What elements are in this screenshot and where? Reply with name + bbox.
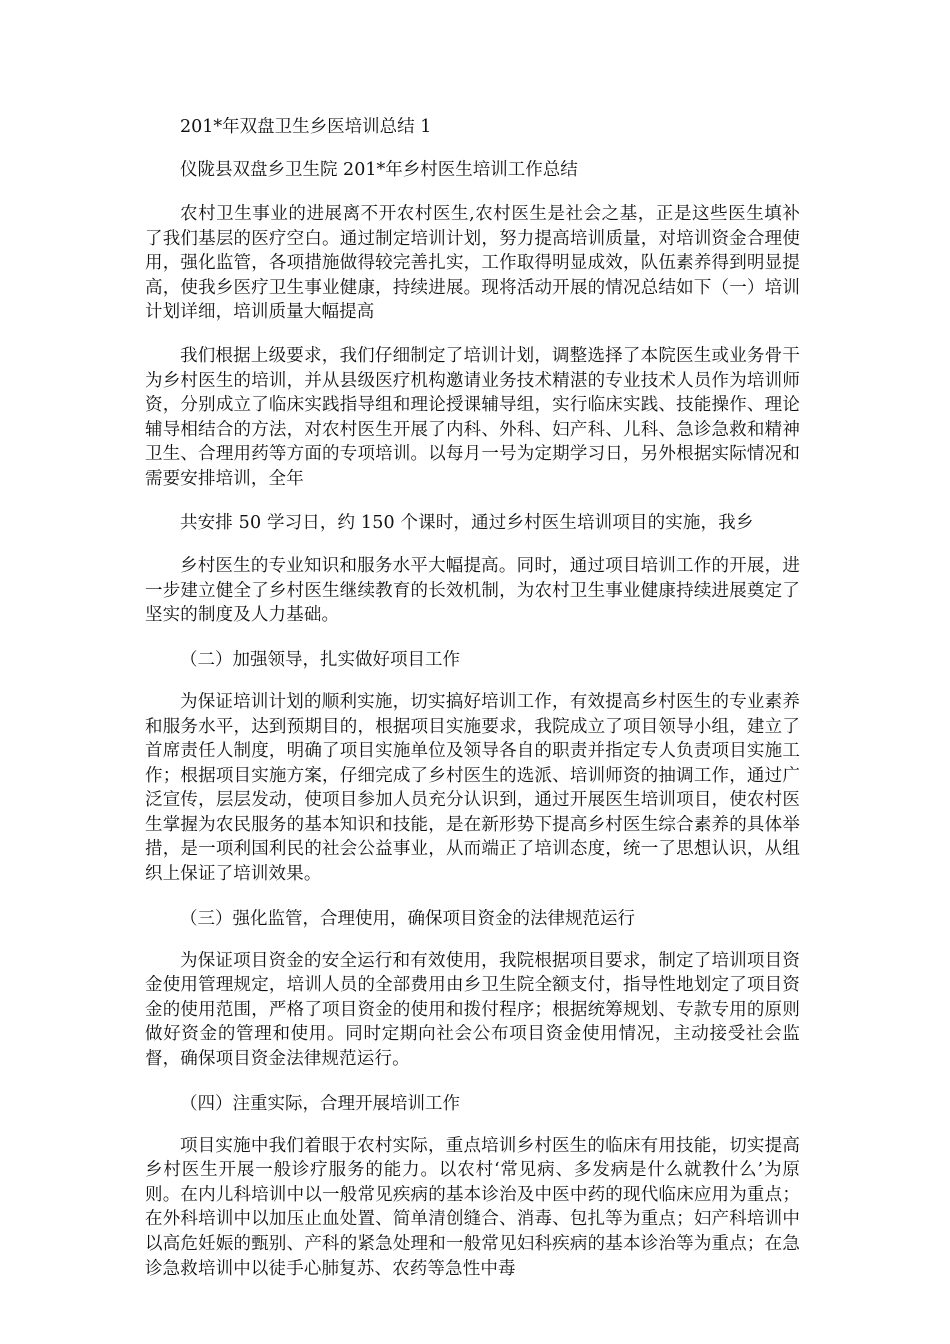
paragraph-7: 项目实施中我们着眼于农村实际，重点培训乡村医生的临床有用技能，切实提高乡村医生开展一般诊疗服务的能力。以农村‘常见病、多发病是什么就教什么’为原则。在内儿科培训中以一般常见疾病的基本诊治及中医中药的现代临床应用为重点；在外科培训中以加压止血处置、简单清创缝合、消毒、包扎等为重点；妇产科培训中以高危妊娠的甄别、产科的紧急处理和一般常见妇科疾病的基本诊治等为重点；在急诊急救培训中以徒手心肺复苏、农药等急性中毒	[145, 1135, 800, 1279]
paragraph-2: 我们根据上级要求，我们仔细制定了培训计划，调整选择了本院医生或业务骨干为乡村医生的培训，并从县级医疗机构邀请业务技术精湛的专业技术人员作为培训师资，分别成立了临床实践指导组和理论授课辅导组，实行临床实践、技能操作、理论辅导相结合的方法，对农村医生开展了内科、外科、妇产科、儿科、急诊急救和精神卫生、合理用药等方面的专项培训。以每月一号为定期学习日，另外根据实际情况和需要安排培训，全年	[145, 345, 800, 489]
document-title: 201*年双盘卫生乡医培训总结 1	[180, 117, 432, 137]
section-heading-3: （三）强化监管，合理使用，确保项目资金的法律规范运行	[180, 908, 635, 929]
document-subtitle: 仪陇县双盘乡卫生院 201*年乡村医生培训工作总结	[180, 160, 578, 180]
paragraph-4: 乡村医生的专业知识和服务水平大幅提高。同时，通过项目培训工作的开展，进一步建立健全了乡村医生继续教育的长效机制，为农村卫生事业健康持续进展奠定了坚实的制度及人力基础。	[145, 556, 800, 626]
paragraph-1: 农村卫生事业的进展离不开农村医生,农村医生是社会之基，正是这些医生填补了我们基层的医疗空白。通过制定培训计划，努力提高培训质量，对培训资金合理使用，强化监管，各项措施做得较完善扎实，工作取得明显成效，队伍素养得到明显提高，使我乡医疗卫生事业健康，持续进展。现将活动开展的情况总结如下（一）培训计划详细，培训质量大幅提高	[145, 204, 800, 323]
paragraph-6: 为保证项目资金的安全运行和有效使用，我院根据项目要求，制定了培训项目资金使用管理规定，培训人员的全部费用由乡卫生院全额支付，指导性地划定了项目资金的使用范围，严格了项目资金的使用和拨付程序；根据统筹规划、专款专用的原则做好资金的管理和使用。同时定期向社会公布项目资金使用情况，主动接受社会监督，确保项目资金法律规范运行。	[145, 950, 800, 1070]
section-heading-2: （二）加强领导，扎实做好项目工作	[180, 649, 460, 670]
section-heading-4: （四）注重实际，合理开展培训工作	[180, 1093, 460, 1114]
paragraph-5: 为保证培训计划的顺利实施，切实搞好培训工作，有效提高乡村医生的专业素养和服务水平，达到预期目的，根据项目实施要求，我院成立了项目领导小组，建立了首席责任人制度，明确了项目实施单位及领导各自的职责并指定专人负责项目实施工作；根据项目实施方案，仔细完成了乡村医生的选派、培训师资的抽调工作，通过广泛宣传，层层发动，使项目参加人员充分认识到，通过开展医生培训项目，使农村医生掌握为农民服务的基本知识和技能，是在新形势下提高乡村医生综合素养的具体举措，是一项利国利民的社会公益事业，从而端正了培训态度，统一了思想认识，从组织上保证了培训效果。	[145, 691, 800, 885]
paragraph-3: 共安排 50 学习日，约 150 个课时，通过乡村医生培训项目的实施，我乡	[180, 512, 754, 533]
